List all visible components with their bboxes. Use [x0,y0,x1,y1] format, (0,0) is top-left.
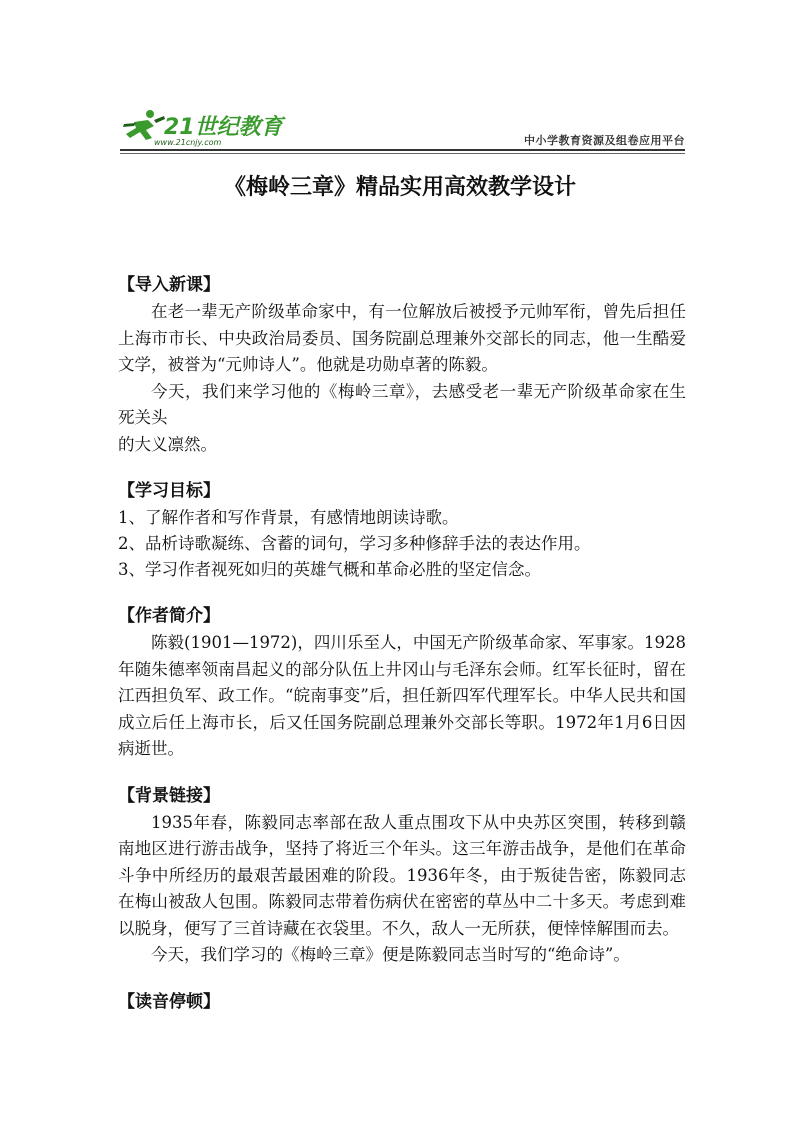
paragraph: 1935年春，陈毅同志率部在敌人重点围攻下从中央苏区突围，转移到赣南地区进行游击战争，坚持了将近三个年头。这三年游击战争，是他们在革命斗争中所经历的最艰苦最困难的阶段。1936年冬，由于叛徒告密，陈毅同志在梅山被敌人包围。陈毅同志带着伤病伏在密密的草丛中二十多天。考虑到难以脱身，便写了三首诗藏在衣袋里。不久，敌人一无所获，便悻悻解围而去。 [118,812,686,938]
logo-url: www.21cnjy.com [154,138,222,147]
document-title: 《梅岭三章》精品实用高效教学设计 [223,175,576,200]
section-learning-goals [118,478,686,583]
logo-text: 21世纪教育 [164,115,283,140]
paragraph: 的大义凛然。 [118,434,217,454]
header-divider-thin [120,153,685,154]
paragraph: 今天，我们学习的《梅岭三章》便是陈毅同志当时写的“绝命诗”。 [151,945,630,964]
logo [120,108,320,148]
list-item: 3、学习作者视死如归的英雄气概和革命必胜的坚定信念。 [118,560,541,579]
platform-name: 中小学教育资源及组卷应用平台 [524,134,685,147]
section-author-bio [118,603,686,763]
document-body [118,272,686,1036]
section-heading: 【背景链接】 [118,785,220,806]
section-heading: 【学习目标】 [118,481,220,501]
paragraph: 今天，我们来学习他的《梅岭三章》，去感受老一辈无产阶级革命家在生死关头 [118,381,686,427]
section-heading: 【导入新课】 [118,275,220,295]
section-background [118,783,686,969]
list-item: 2、品析诗歌凝练、含蓄的词句，学习多种修辞手法的表达作用。 [118,534,591,553]
paragraph: 陈毅(1901—1972)，四川乐至人，中国无产阶级革命家、军事家。1928年随朱德率领南昌起义的部分队伍上井冈山与毛泽东会师。红军长征时，留在江西担负军、政工作。“皖南事变”后，担任新四军代理军长。中华人民共和国成立后任上海市长，后又任国务院副总理兼外交部长等职。1972年1月6日因病逝世。 [118,633,686,758]
section-heading: 【作者简介】 [118,606,220,626]
section-introduction [118,272,686,458]
header-divider [120,149,685,151]
section-heading: 【读音停顿】 [118,991,220,1012]
logo-icon [120,108,320,148]
section-pronunciation [118,989,686,1016]
paragraph: 在老一辈无产阶级革命家中，有一位解放后被授予元帅军衔，曾先后担任上海市市长、中央政治局委员、国务院副总理兼外交部长的同志，他一生酷爱文学，被誉为“元帅诗人”。他就是功勋卓著的陈毅。 [118,302,686,374]
page-header [120,108,685,152]
list-item: 1、了解作者和写作背景，有感情地朗读诗歌。 [118,508,459,527]
